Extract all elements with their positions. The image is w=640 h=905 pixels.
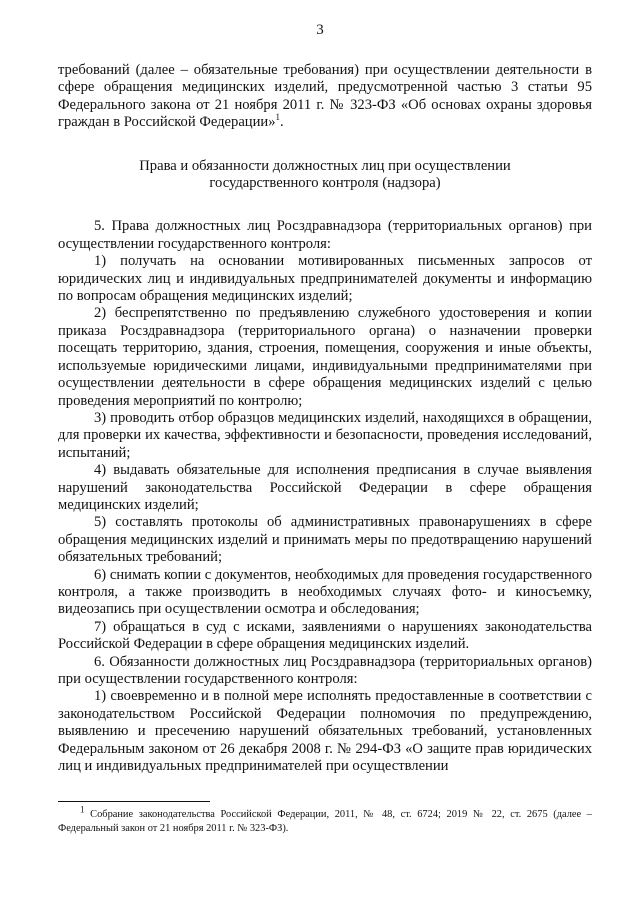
footnote-marker: 1 xyxy=(80,804,85,815)
intro-end: . xyxy=(280,114,284,131)
section-heading xyxy=(58,158,592,193)
paragraph-right-1: 1) получать на основании мотивированных письменных запросов от юридических лиц и индивидуальных предпринимателей документы и информацию по вопросам обращения медицинских изделий; xyxy=(58,253,592,305)
footnote-text: Собрание законодательства Российской Федерации, 2011, № 48, ст. 6724; 2019 № 22, ст. 2675 (далее – Федеральный закон от 21 ноября 2011 г. № 323-ФЗ). xyxy=(58,809,592,834)
paragraph-right-7: 7) обращаться в суд с исками, заявлениями о нарушениях законодательства Российской Федерации в сфере обращения медицинских изделий. xyxy=(58,618,592,653)
intro-text: требований (далее – обязательные требования) при осуществлении деятельности в сфере обращения медицинских изделий, предусмотренной частью 3 статьи 95 Федерального закона от 21 ноября 2011 г. № 323-ФЗ «Об основах охраны здоровья граждан в Российской Федерации» xyxy=(58,62,592,131)
paragraph-right-3: 3) проводить отбор образцов медицинских изделий, находящихся в обращении, для проверки их качества, эффективности и безопасности, проведения исследований, испытаний; xyxy=(58,409,592,461)
footnote xyxy=(58,804,592,836)
paragraph-duty-1: 1) своевременно и в полной мере исполнять предоставленные в соответствии с законодательством Российской Федерации полномочия по предупреждению, выявлению и пресечению нарушений обязательных требований, установленных Федеральным законом от 26 декабря 2008 г. № 294-ФЗ «О защите прав юридических лиц и индивидуальных предпринимателей при осуществлении xyxy=(58,688,592,775)
footnote-divider xyxy=(58,801,210,802)
paragraph-right-2: 2) беспрепятственно по предъявлению служебного удостоверения и копии приказа Росздравнадзора (территориального органа) о назначении проверки посещать территорию, здания, строения, помещения, сооружения и иные объекты, используемые юридическими лицами, индивидуальными предпринимателями при осуществлении деятельности в сфере обращения медицинских изделий с целью проведения мероприятий по контролю; xyxy=(58,305,592,409)
intro-paragraph xyxy=(58,62,592,132)
paragraph-right-6: 6) снимать копии с документов, необходимых для проведения государственного контроля, а также производить в необходимых случаях фото- и киносъемку, видеозапись при осуществлении осмотра и обследования; xyxy=(58,566,592,618)
document-body xyxy=(58,62,592,775)
section-heading-line-1: Права и обязанности должностных лиц при осуществлении xyxy=(139,157,511,174)
paragraph-right-4: 4) выдавать обязательные для исполнения предписания в случае выявления нарушений законодательства Российской Федерации в сфере обращения медицинских изделий; xyxy=(58,462,592,513)
paragraph-duties-intro: 6. Обязанности должностных лиц Росздравнадзора (территориальных органов) при осуществлении государственного контроля: xyxy=(58,653,592,687)
footnote-reference: 1 xyxy=(275,112,281,123)
page-number: 3 xyxy=(316,22,324,38)
paragraph-right-5: 5) составлять протоколы об административных правонарушениях в сфере обращения медицинских изделий и принимать меры по предотвращению нарушений обязательных требований; xyxy=(58,514,592,566)
paragraph-rights-intro: 5. Права должностных лиц Росздравнадзора (территориальных органов) при осуществлении государственного контроля: xyxy=(58,218,592,252)
section-heading-line-2: государственного контроля (надзора) xyxy=(209,175,441,192)
